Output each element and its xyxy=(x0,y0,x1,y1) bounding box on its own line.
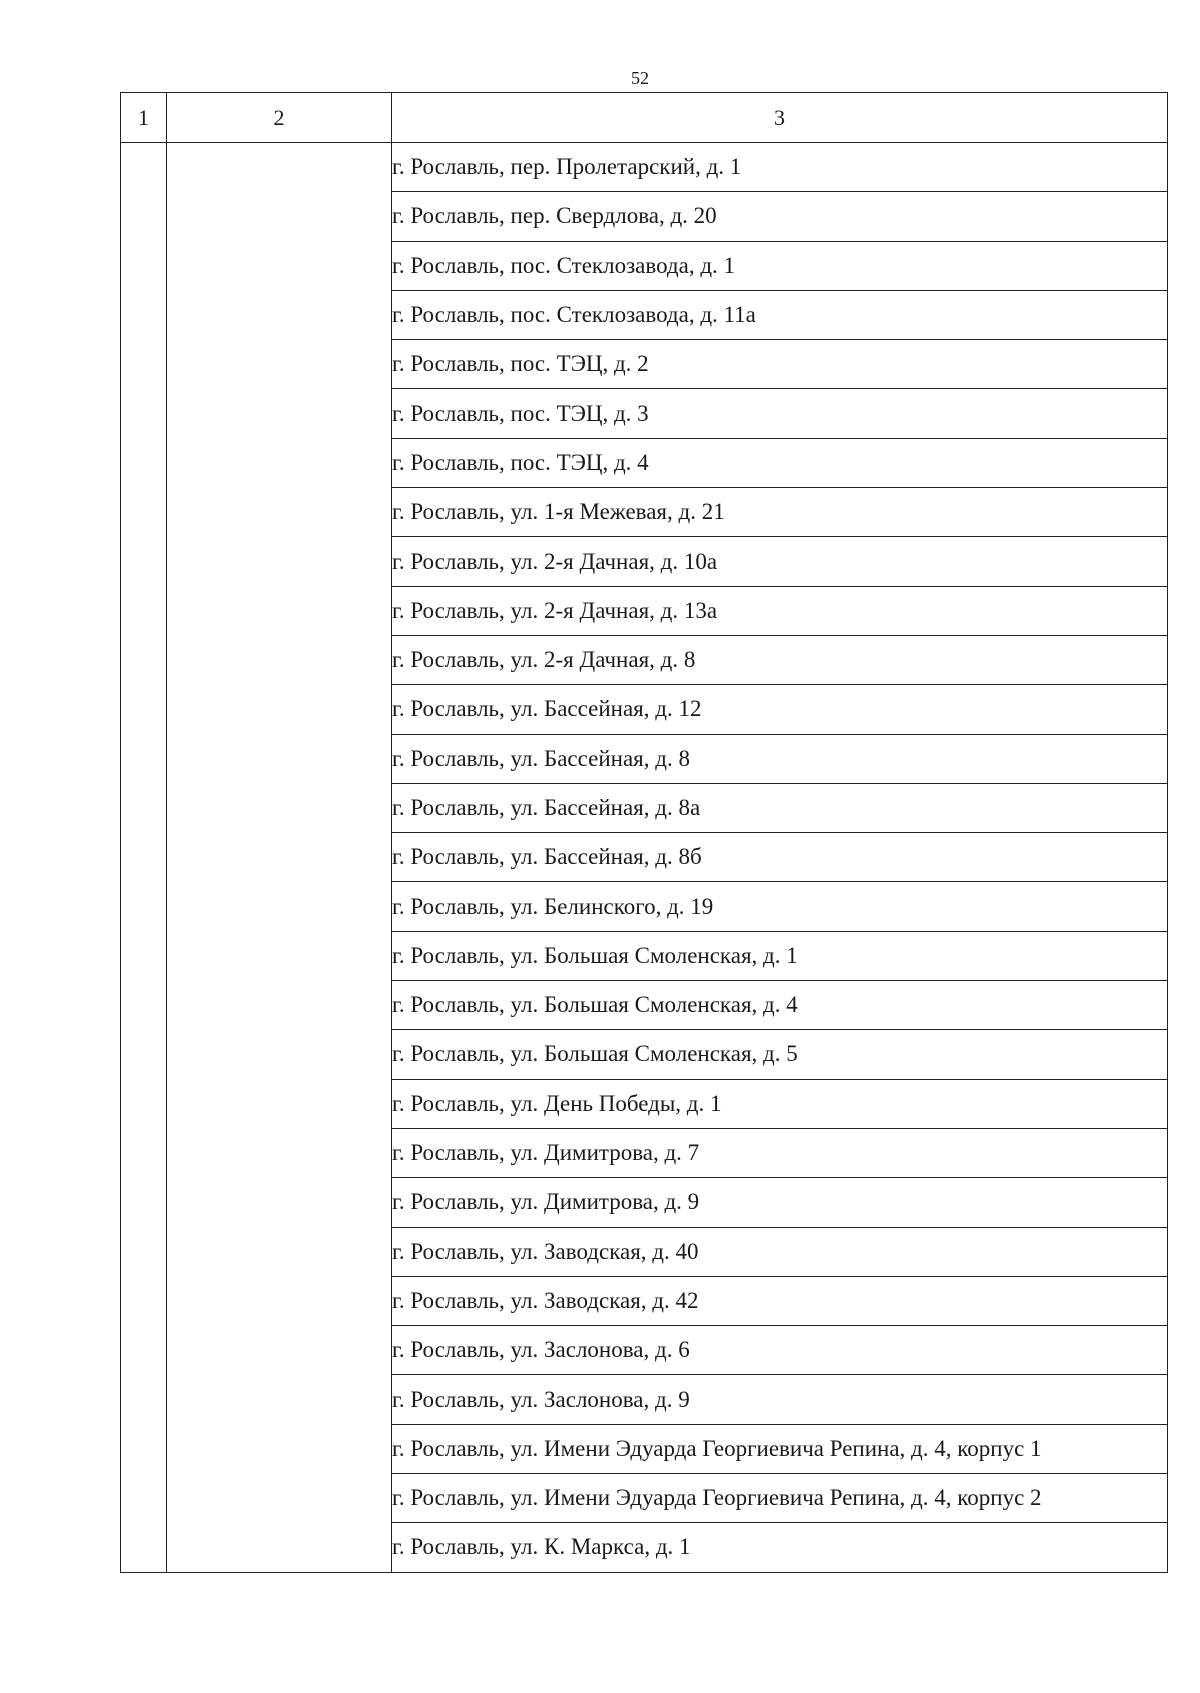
address-cell: г. Рославль, ул. Бассейная, д. 8 xyxy=(392,734,1168,783)
address-cell: г. Рославль, ул. Заводская, д. 40 xyxy=(392,1227,1168,1276)
table-row xyxy=(121,143,1168,192)
address-cell: г. Рославль, ул. 2-я Дачная, д. 10а xyxy=(392,537,1168,586)
address-cell: г. Рославль, ул. Заводская, д. 42 xyxy=(392,1276,1168,1325)
address-cell: г. Рославль, ул. День Победы, д. 1 xyxy=(392,1079,1168,1128)
header-col-3: 3 xyxy=(392,93,1168,143)
address-cell: г. Рославль, ул. Заслонова, д. 9 xyxy=(392,1375,1168,1424)
address-cell: г. Рославль, пос. ТЭЦ, д. 4 xyxy=(392,438,1168,487)
address-cell: г. Рославль, ул. Бассейная, д. 8б xyxy=(392,833,1168,882)
address-cell: г. Рославль, ул. Имени Эдуарда Георгиевича Репина, д. 4, корпус 2 xyxy=(392,1474,1168,1523)
table-body xyxy=(121,143,1168,1573)
address-cell: г. Рославль, ул. 1-я Межевая, д. 21 xyxy=(392,488,1168,537)
address-cell: г. Рославль, ул. Димитрова, д. 7 xyxy=(392,1128,1168,1177)
address-cell: г. Рославль, пер. Пролетарский, д. 1 xyxy=(392,143,1168,192)
address-cell: г. Рославль, ул. Большая Смоленская, д. 5 xyxy=(392,1030,1168,1079)
address-cell: г. Рославль, ул. К. Маркса, д. 1 xyxy=(392,1523,1168,1572)
header-col-2: 2 xyxy=(167,93,392,143)
address-cell: г. Рославль, пос. Стеклозавода, д. 11а xyxy=(392,290,1168,339)
address-cell: г. Рославль, ул. Бассейная, д. 12 xyxy=(392,685,1168,734)
address-cell: г. Рославль, ул. Имени Эдуарда Георгиевича Репина, д. 4, корпус 1 xyxy=(392,1424,1168,1473)
col-2-empty-cell xyxy=(167,143,392,1573)
address-cell: г. Рославль, ул. Большая Смоленская, д. 4 xyxy=(392,981,1168,1030)
header-col-1: 1 xyxy=(121,93,167,143)
address-cell: г. Рославль, пос. ТЭЦ, д. 2 xyxy=(392,340,1168,389)
address-cell: г. Рославль, ул. Белинского, д. 19 xyxy=(392,882,1168,931)
address-cell: г. Рославль, ул. 2-я Дачная, д. 13а xyxy=(392,586,1168,635)
address-cell: г. Рославль, пос. Стеклозавода, д. 1 xyxy=(392,241,1168,290)
address-cell: г. Рославль, ул. Большая Смоленская, д. 1 xyxy=(392,931,1168,980)
header-row xyxy=(121,93,1168,143)
address-cell: г. Рославль, ул. Заслонова, д. 6 xyxy=(392,1326,1168,1375)
address-cell: г. Рославль, ул. Бассейная, д. 8а xyxy=(392,783,1168,832)
col-1-empty-cell xyxy=(121,143,167,1573)
address-cell: г. Рославль, ул. Димитрова, д. 9 xyxy=(392,1178,1168,1227)
address-cell: г. Рославль, пер. Свердлова, д. 20 xyxy=(392,192,1168,241)
address-cell: г. Рославль, ул. 2-я Дачная, д. 8 xyxy=(392,635,1168,684)
address-cell: г. Рославль, пос. ТЭЦ, д. 3 xyxy=(392,389,1168,438)
address-table xyxy=(120,92,1168,1573)
page-number: 52 xyxy=(631,68,649,88)
